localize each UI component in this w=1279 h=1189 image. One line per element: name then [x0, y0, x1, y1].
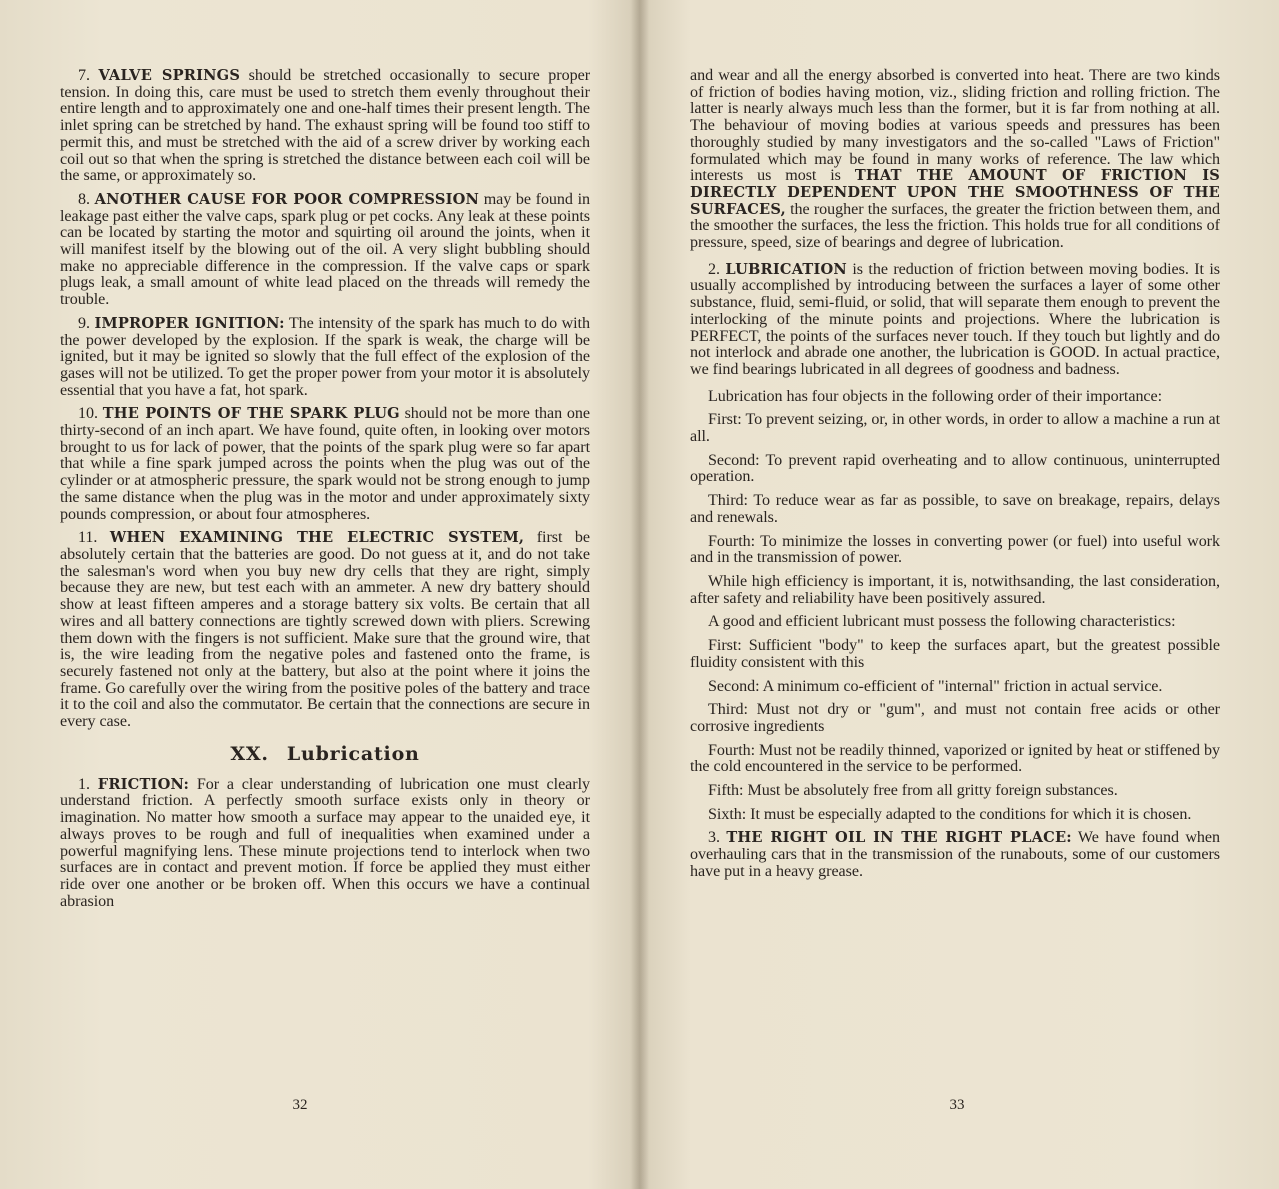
list-item-label: Second: — [708, 677, 760, 695]
characteristics-intro: A good and efficient lubricant must possess the following characteristics: — [708, 613, 1176, 631]
chapter-heading — [60, 743, 590, 765]
paragraph-right-oil — [690, 830, 1220, 880]
paragraph-valve-springs — [60, 68, 590, 185]
paragraph-heading: LUBRICATION — [725, 260, 847, 278]
paragraph-heading: ANOTHER CAUSE FOR POOR COMPRESSION — [94, 190, 480, 208]
paragraph-heading: WHEN EXAMINING THE ELECTRIC SYSTEM, — [109, 529, 525, 547]
paragraph-friction — [60, 777, 590, 911]
paragraph-heading: VALVE SPRINGS — [98, 67, 241, 84]
paragraph-text: may be found in leakage past either the valve caps, spark plug or pet cocks. Any leak at these points can be located by starting the motor and squirting oil around the joints, when it will manifest itself by the blowing out of the oil. A very slight bubbling should make no appreciable difference in the compression. If the valve caps or spark plugs leak, a small amount of white lead placed on the threads will remedy the trouble. — [60, 190, 590, 309]
list-item-label: First: — [708, 637, 742, 655]
list-item-text: To prevent rapid overheating and to allow continuous, uninterrupted operation. — [690, 451, 1220, 486]
paragraph-number: 9. — [78, 314, 90, 332]
paragraph-text: the rougher the surfaces, the greater the friction between them, and the smoother the surfaces, the less the friction. This holds true for all conditions of pressure, speed, size of bearings and degree of lubrication. — [690, 200, 1220, 252]
list-item-text: Must not be readily thinned, vaporized or ignited by heat or stiffened by the cold encountered in the service to be performed. — [690, 741, 1220, 776]
list-item-text: To reduce wear as far as possible, to save on breakage, repairs, delays and renewals. — [690, 492, 1220, 526]
list-item — [690, 702, 1220, 735]
list-item-text: Sufficient "body" to keep the surfaces apart, but the greatest possible fluidity consistent with this — [690, 637, 1220, 671]
list-item-text: Must not dry or "gum", and must not contain free acids or other corrosive ingredients — [690, 701, 1220, 735]
chapter-title: Lubrication — [286, 742, 420, 765]
list-item-label: Third: — [708, 701, 748, 719]
paragraph-text: should be stretched occasionally to secure proper tension. In doing this, care must be used to stretch them evenly throughout their entire length and to approximately one and one-half times their present length. The inlet spring can be stretched by hand. The exhaust spring will be found too stiff to permit this, and must be stretched with the aid of a screw driver by working each coil out so that when the spring is stretched the distance between each coil will be the same, or approximately so. — [60, 67, 591, 185]
paragraph-improper-ignition — [60, 316, 590, 400]
emphasis-text: THAT THE AMOUNT OF FRICTION IS DIRECTLY DEPENDENT UPON THE SMOOTHNESS OF THE SURFACES, — [690, 167, 1220, 218]
list-item — [690, 412, 1220, 445]
paragraph-number: 1. — [78, 775, 90, 793]
paragraph-number: 2. — [708, 260, 720, 278]
list-item-text: It must be especially adapted to the conditions for which it is chosen. — [746, 805, 1192, 823]
paragraph-number: 3. — [708, 829, 720, 847]
paragraph-text: is the reduction of friction between moving bodies. It is usually accomplished by introducing between the surfaces a layer of some other substance, fluid, semi-fluid, or solid, that will separate them enough to prevent the interlocking of the minute points and projections. Where the lubrication is PERFECT, the points of the surfaces never touch. If they touch but lightly and do not interlock and abrade one another, the lubrication is GOOD. In actual practice, we find bearings lubricated in all degrees of goodness and badness. — [690, 260, 1220, 378]
paragraph-text: first be absolutely certain that the batteries are good. Do not guess at it, and do not take the salesman's word when you buy new dry cells that they are right, simply because they are new, but test each with an ammeter. A new dry battery should show at least fifteen amperes and a storage battery six volts. Be certain that all wires and all battery connections are tightly screwed down with pliers. Screwing them down with the fingers is not sufficient. Make sure that the ground wire, that is, the wire leading from the negative poles and fastened onto the frame, is securely fastened not only at the battery, but also at the point where it joins the frame. Go carefully over the wiring from the positive poles of the battery and trace it to the coil and also the commutator. Be certain that the connections are secure in every case. — [60, 529, 590, 731]
paragraph-friction-continued — [690, 68, 1220, 252]
paragraph-number: 11. — [78, 529, 98, 547]
paragraph-text: The intensity of the spark has much to do with the power developed by the explosion. If the spark is weak, the charge will be ignited, but it may be ignited so slowly that the full effect of the explosion of the gases will not be utilized. To get the proper power from your motor it is absolutely essential that you have a fat, hot spark. — [60, 314, 590, 399]
paragraph-electric-system — [60, 530, 590, 730]
paragraph-text: and wear and all the energy absorbed is converted into heat. There are two kinds of friction of bodies having motion, viz., sliding friction and rolling friction. The latter is nearly always much less than the former, but it is far from nothing at all. The behaviour of moving bodies at various speeds and pressures has been thoroughly studied by many investigators and the so-called "Laws of Friction" formulated which may be found in many works of reference. The law which interests us most is — [690, 67, 1220, 185]
list-item-label: Fourth: — [708, 741, 756, 759]
list-item — [690, 453, 1220, 486]
paragraph-heading: IMPROPER IGNITION: — [94, 314, 285, 332]
list-item — [690, 783, 1220, 800]
list-item — [690, 679, 1220, 696]
list-item-label: Second: — [708, 451, 760, 469]
paragraph-heading: THE POINTS OF THE SPARK PLUG — [102, 405, 400, 423]
paragraph-text: should not be more than one thirty-second of an inch apart. We have found, quite often, in looking over motors brought to us for lack of power, that the points of the spark plug were so far apart that while a fine spark jumped across the points when the plug was out of the cylinder or at atmospheric pressure, the spark would not be strong enough to jump the same distance when the plug was in the motor and under approximately sixty pounds compression, or about four atmospheres. — [60, 405, 591, 523]
list-item-text: A minimum co-efficient of "internal" friction in actual service. — [759, 677, 1163, 695]
page-number-left: 32 — [292, 1097, 308, 1113]
paragraph-text: We have found when overhauling cars that in the transmission of the runabouts, some of our customers have put in a heavy grease. — [690, 829, 1221, 880]
paragraph-number: 7. — [78, 67, 90, 84]
list-item-text: To prevent seizing, or, in other words, in order to allow a machine a run at all. — [690, 411, 1220, 446]
paragraph-poor-compression — [60, 192, 590, 309]
paragraph-heading: THE RIGHT OIL IN THE RIGHT PLACE: — [726, 829, 1072, 847]
paragraph-lubrication — [690, 262, 1220, 379]
paragraph-heading: FRICTION: — [97, 775, 190, 793]
book-gutter — [631, 0, 649, 1189]
list-item-text: To minimize the losses in converting power (or fuel) into useful work and in the transmission of power. — [690, 532, 1220, 567]
list-item-label: Third: — [708, 492, 748, 510]
list-item-label: Fifth: — [708, 782, 744, 800]
objects-intro: Lubrication has four objects in the following order of their importance: — [708, 387, 1163, 405]
chapter-number: XX. — [230, 742, 269, 765]
list-item-label: First: — [708, 411, 742, 429]
paragraph-number: 8. — [78, 190, 90, 208]
list-item-label: Fourth: — [708, 532, 756, 550]
list-item-label: Sixth: — [708, 805, 747, 823]
list-item — [690, 638, 1220, 671]
list-item — [690, 807, 1220, 824]
list-item-text: Must be absolutely free from all gritty foreign substances. — [743, 782, 1118, 800]
paragraph-number: 10. — [78, 405, 98, 423]
paragraph-text: For a clear understanding of lubrication one must clearly understand friction. A perfectly smooth surface exists only in theory or imagination. No matter how smooth a surface may appear to the unaided eye, it always proves to be rough and full of inequalities when examined under a powerful magnifying lens. These minute projections tend to interlock when two surfaces are in contact and prevent motion. If force be applied they must either ride over one another or be broken off. When this occurs we have a continual abrasion — [60, 775, 590, 910]
left-page — [60, 68, 590, 917]
list-item — [690, 493, 1220, 526]
list-item — [690, 743, 1220, 776]
list-item — [690, 534, 1220, 567]
page-number-right: 33 — [949, 1097, 965, 1113]
efficiency-note: While high efficiency is important, it is, notwithsanding, the last consideration, after safety and reliability have been positively assured. — [690, 572, 1220, 607]
paragraph-spark-plug-points — [60, 406, 590, 523]
right-page — [690, 68, 1220, 891]
